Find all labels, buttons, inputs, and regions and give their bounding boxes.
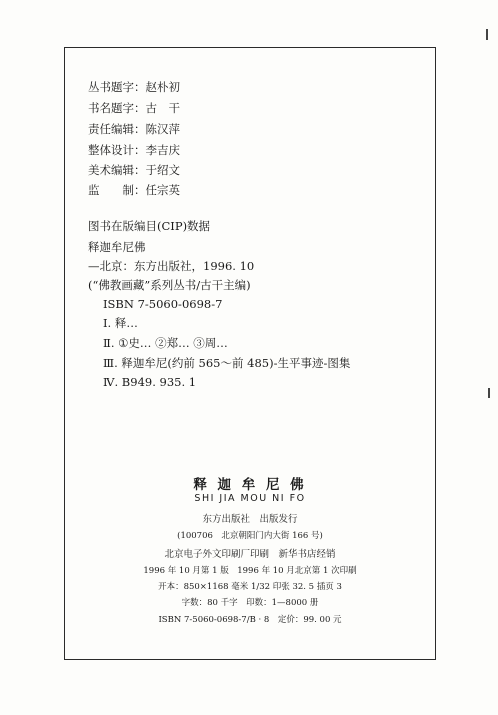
credit-calligraphy-series: 丛书题字：赵朴初 <box>88 80 180 94</box>
cip-title: 释迦牟尼佛 <box>88 240 146 254</box>
cip-subject-2: Ⅱ. ①史… ②郑… ③周… <box>103 336 228 350</box>
cip-subject-1: Ⅰ. 释… <box>103 316 138 330</box>
imprint-edition: 1996 年 10 月第 1 版 1996 年 10 月北京第 1 次印刷 <box>143 566 357 576</box>
scan-mark-top <box>486 29 488 40</box>
cip-heading: 图书在版编目(CIP)数据 <box>88 219 211 233</box>
scan-mark-middle <box>488 388 490 398</box>
credit-art-editor: 美术编辑：于绍文 <box>88 163 180 177</box>
imprint-format: 开本：850×1168 毫米 1/32 印张 32. 5 插页 3 <box>158 582 342 592</box>
imprint-pinyin: SHI JIA MOU NI FO <box>194 493 306 504</box>
imprint-wordcount: 字数：80 千字 印数：1—8000 册 <box>181 598 319 608</box>
cip-publisher-line: —北京：东方出版社，1996. 10 <box>88 259 255 273</box>
cip-subject-3: Ⅲ. 释迦牟尼(约前 565～前 485)-生平事迹-图集 <box>103 356 351 370</box>
credit-design: 整体设计：李吉庆 <box>88 143 180 157</box>
credit-calligraphy-title: 书名题字：古 干 <box>88 101 180 115</box>
imprint-publisher: 东方出版社 出版发行 <box>202 514 298 525</box>
cip-isbn: ISBN 7-5060-0698-7 <box>103 297 223 311</box>
imprint-printer: 北京电子外文印刷厂印刷 新华书店经销 <box>164 549 336 560</box>
imprint-title: 释 迦 牟 尼 佛 <box>193 477 307 493</box>
imprint-isbn-price: ISBN 7-5060-0698-7/B · 8 定价：99. 00 元 <box>158 615 342 625</box>
imprint-address: (100706 北京朝阳门内大街 166 号) <box>177 531 323 541</box>
credit-editor: 责任编辑：陈汉萍 <box>88 122 180 136</box>
cip-series-line: (“佛教画藏”系列丛书/古干主编) <box>88 278 251 292</box>
cip-subject-4: Ⅳ. B949. 935. 1 <box>103 375 197 389</box>
credit-supervisor: 监 制：任宗英 <box>88 183 180 197</box>
